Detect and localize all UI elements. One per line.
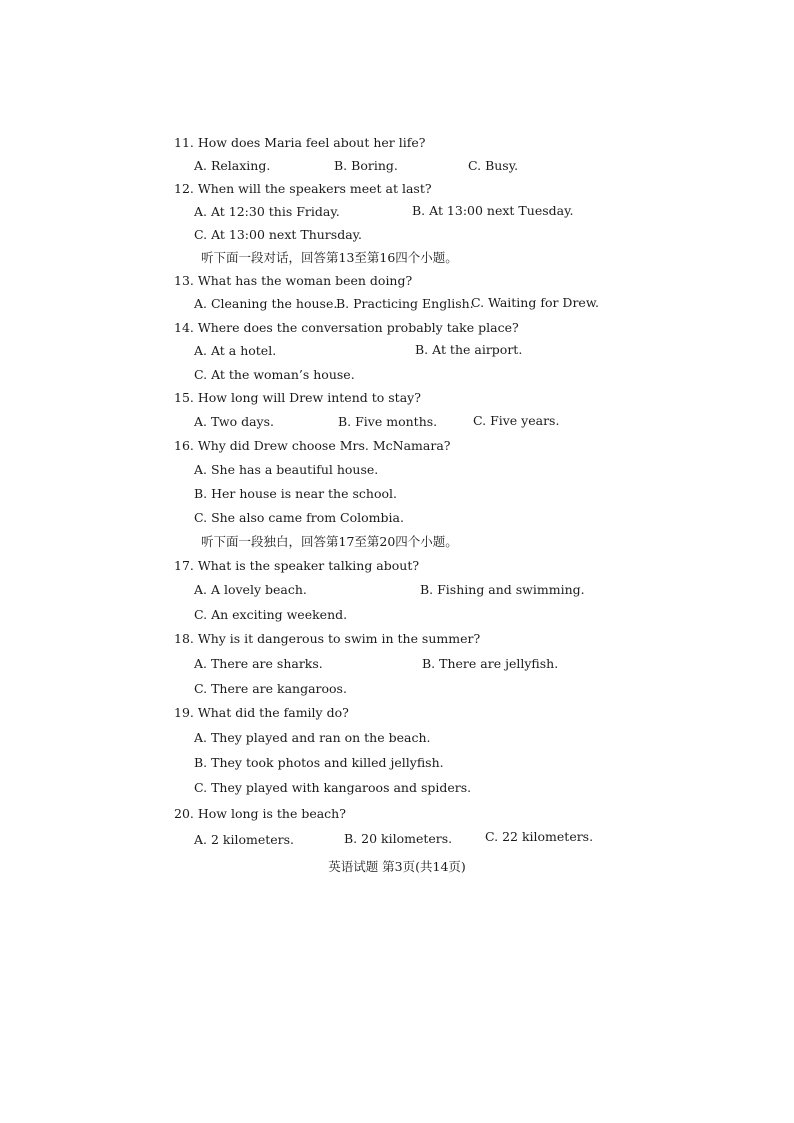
question-20: 20. How long is the beach? [174,806,346,821]
q13-option-a: A. Cleaning the house. [194,296,338,311]
q17-option-a: A. A lovely beach. [194,582,307,597]
q12-option-c: C. At 13:00 next Thursday. [194,227,363,242]
instruction-monologue: 听下面一段独白，回答第17至第20四个小题。 [201,534,458,549]
page-footer: 英语试题 第3页(共14页) [328,859,466,874]
question-19: 19. What did the family do? [174,705,349,720]
q20-option-b: B. 20 kilometers. [344,831,453,846]
q20-option-a: A. 2 kilometers. [194,832,295,847]
question-15: 15. How long will Drew intend to stay? [174,390,421,405]
q14-option-a: A. At a hotel. [194,343,277,358]
q13-option-b: B. Practicing English. [336,296,474,311]
q16-option-a: A. She has a beautiful house. [194,462,379,477]
q14-option-b: B. At the airport. [415,342,523,357]
question-17: 17. What is the speaker talking about? [174,558,420,573]
q17-option-c: C. An exciting weekend. [194,607,348,622]
q16-option-c: C. She also came from Colombia. [194,510,404,525]
q14-option-c: C. At the woman’s house. [194,367,355,382]
q19-option-c: C. They played with kangaroos and spiders. [194,780,472,795]
q19-option-a: A. They played and ran on the beach. [194,730,431,745]
q11-option-c: C. Busy. [468,158,519,173]
q17-option-b: B. Fishing and swimming. [420,582,585,597]
q11-option-a: A. Relaxing. [194,158,271,173]
instruction-dialogue: 听下面一段对话，回答第13至第16四个小题。 [201,250,458,265]
question-14: 14. Where does the conversation probably take place? [174,320,519,335]
q15-option-c: C. Five years. [473,413,560,428]
q12-option-b: B. At 13:00 next Tuesday. [412,203,574,218]
question-16: 16. Why did Drew choose Mrs. McNamara? [174,438,451,453]
q18-option-c: C. There are kangaroos. [194,681,347,696]
question-18: 18. Why is it dangerous to swim in the summer? [174,631,481,646]
q18-option-a: A. There are sharks. [194,656,323,671]
q18-option-b: B. There are jellyfish. [422,656,559,671]
q11-option-b: B. Boring. [334,158,398,173]
q15-option-a: A. Two days. [194,414,274,429]
question-11: 11. How does Maria feel about her life? [174,135,426,150]
question-12: 12. When will the speakers meet at last? [174,181,432,196]
q13-option-c: C. Waiting for Drew. [471,295,600,310]
q12-option-a: A. At 12:30 this Friday. [194,204,340,219]
q16-option-b: B. Her house is near the school. [194,486,397,501]
q15-option-b: B. Five months. [338,414,438,429]
q20-option-c: C. 22 kilometers. [485,829,594,844]
q19-option-b: B. They took photos and killed jellyfish. [194,755,444,770]
question-13: 13. What has the woman been doing? [174,273,413,288]
